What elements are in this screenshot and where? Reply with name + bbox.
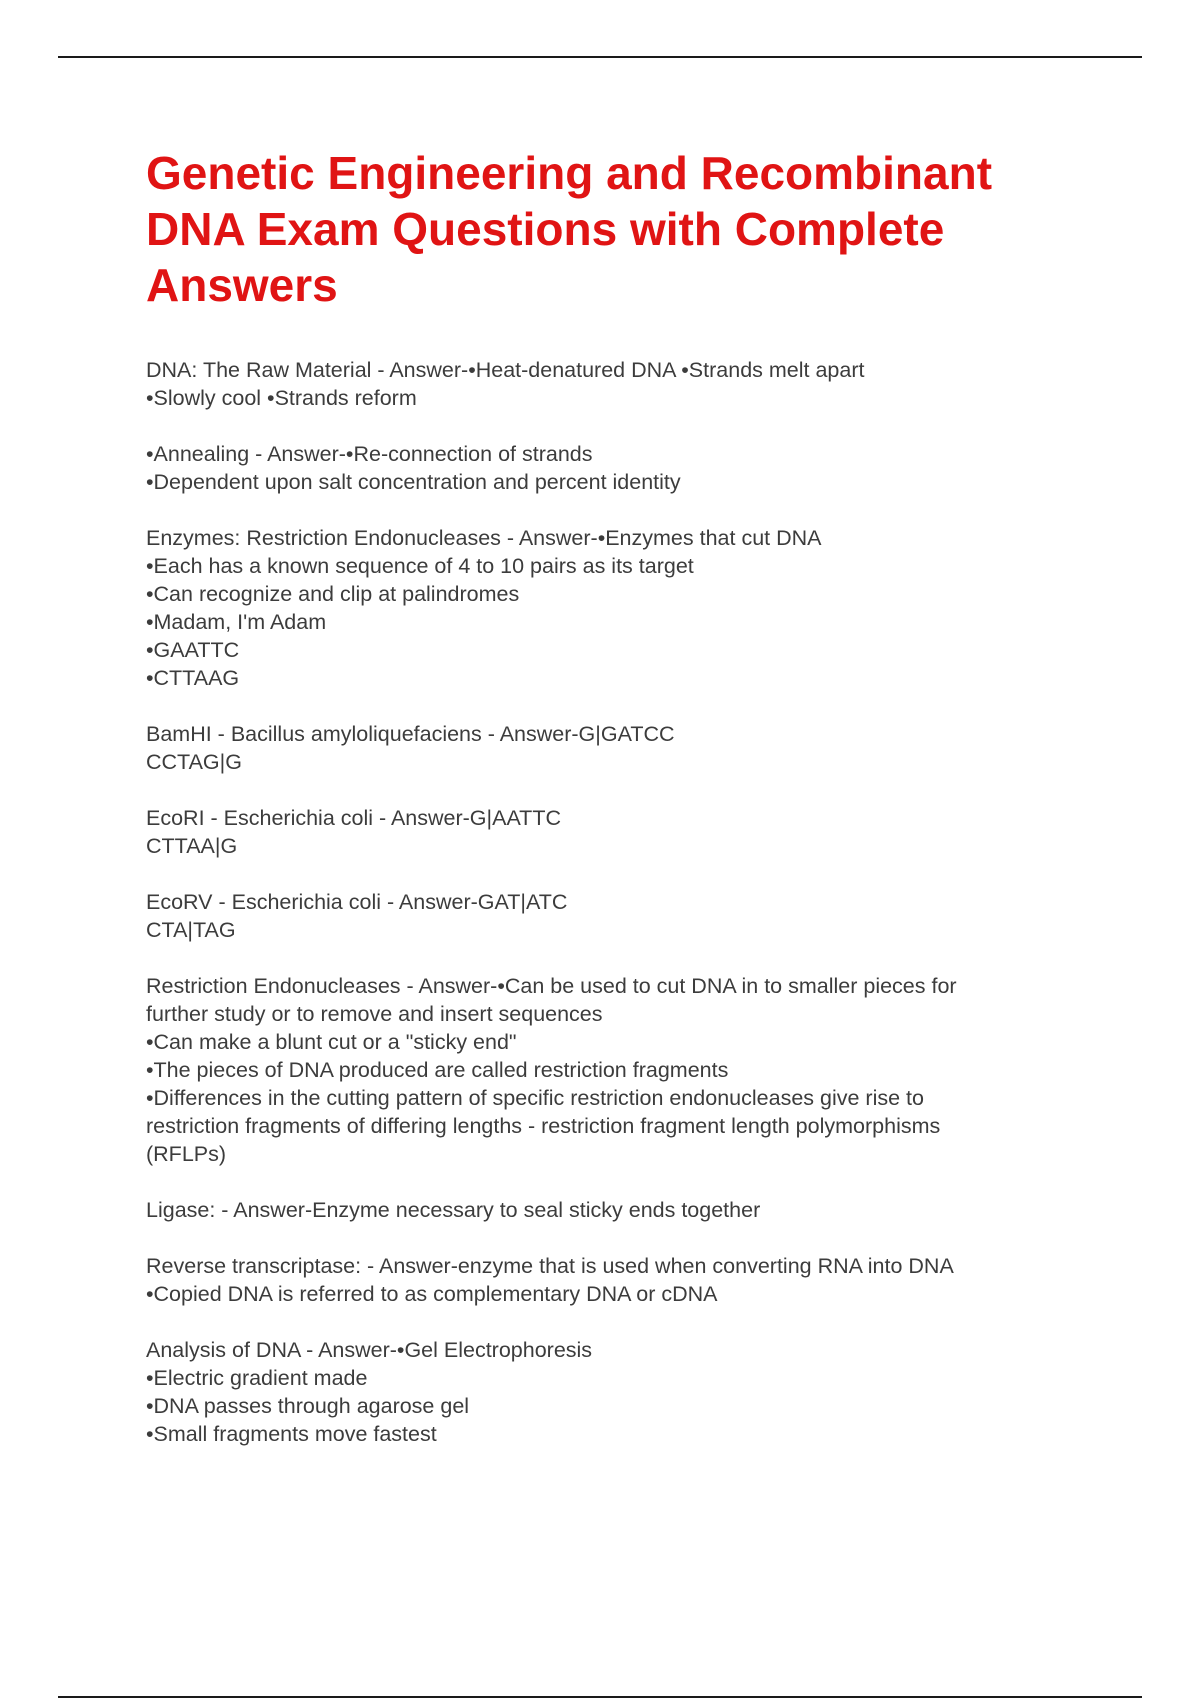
qa-line: •Dependent upon salt concentration and percent identity [146,470,681,494]
qa-entry [146,720,1086,776]
qa-line: further study or to remove and insert sequences [146,1002,603,1026]
qa-line: •Madam, I'm Adam [146,610,327,634]
qa-line: restriction fragments of differing lengths - restriction fragment length polymorphisms [146,1114,941,1138]
qa-line: •Slowly cool •Strands reform [146,386,417,410]
qa-line: •Each has a known sequence of 4 to 10 pairs as its target [146,554,694,578]
page-title: Genetic Engineering and Recombinant DNA Exam Questions with Complete Answers [146,147,993,311]
qa-line: •Can make a blunt cut or a "sticky end" [146,1030,517,1054]
qa-line: CCTAG|G [146,750,242,774]
qa-line: •The pieces of DNA produced are called restriction fragments [146,1058,729,1082]
qa-list [146,356,1086,1476]
qa-entry [146,440,1086,496]
qa-line: •Annealing - Answer-•Re-connection of strands [146,442,593,466]
qa-entry [146,1336,1086,1448]
qa-line: •GAATTC [146,638,240,662]
qa-line: •Differences in the cutting pattern of specific restriction endonucleases give rise to [146,1086,924,1110]
qa-line: Enzymes: Restriction Endonucleases - Answer-•Enzymes that cut DNA [146,526,822,550]
qa-line: EcoRV - Escherichia coli - Answer-GAT|ATC [146,890,568,914]
qa-line: •CTTAAG [146,666,240,690]
qa-line: CTA|TAG [146,918,236,942]
qa-line: EcoRI - Escherichia coli - Answer-G|AATTC [146,806,561,830]
qa-line: •DNA passes through agarose gel [146,1394,470,1418]
qa-line: Restriction Endonucleases - Answer-•Can be used to cut DNA in to smaller pieces for [146,974,957,998]
bottom-rule [58,1696,1142,1698]
qa-entry [146,888,1086,944]
qa-line: •Can recognize and clip at palindromes [146,582,520,606]
qa-line: BamHI - Bacillus amyloliquefaciens - Answer-G|GATCC [146,722,675,746]
top-rule [58,56,1142,58]
qa-line: DNA: The Raw Material - Answer-•Heat-denatured DNA •Strands melt apart [146,358,865,382]
qa-line: (RFLPs) [146,1142,227,1166]
qa-line: •Small fragments move fastest [146,1422,437,1446]
qa-entry [146,972,1086,1168]
qa-entry [146,524,1086,692]
qa-line: Analysis of DNA - Answer-•Gel Electrophoresis [146,1338,593,1362]
qa-line: CTTAA|G [146,834,238,858]
qa-entry [146,356,1086,412]
qa-line: •Copied DNA is referred to as complementary DNA or cDNA [146,1282,718,1306]
qa-entry [146,1252,1086,1308]
qa-line: •Electric gradient made [146,1366,368,1390]
qa-line: Reverse transcriptase: - Answer-enzyme that is used when converting RNA into DNA [146,1254,954,1278]
qa-entry [146,1196,1086,1224]
qa-entry [146,804,1086,860]
qa-line: Ligase: - Answer-Enzyme necessary to seal sticky ends together [146,1198,761,1222]
